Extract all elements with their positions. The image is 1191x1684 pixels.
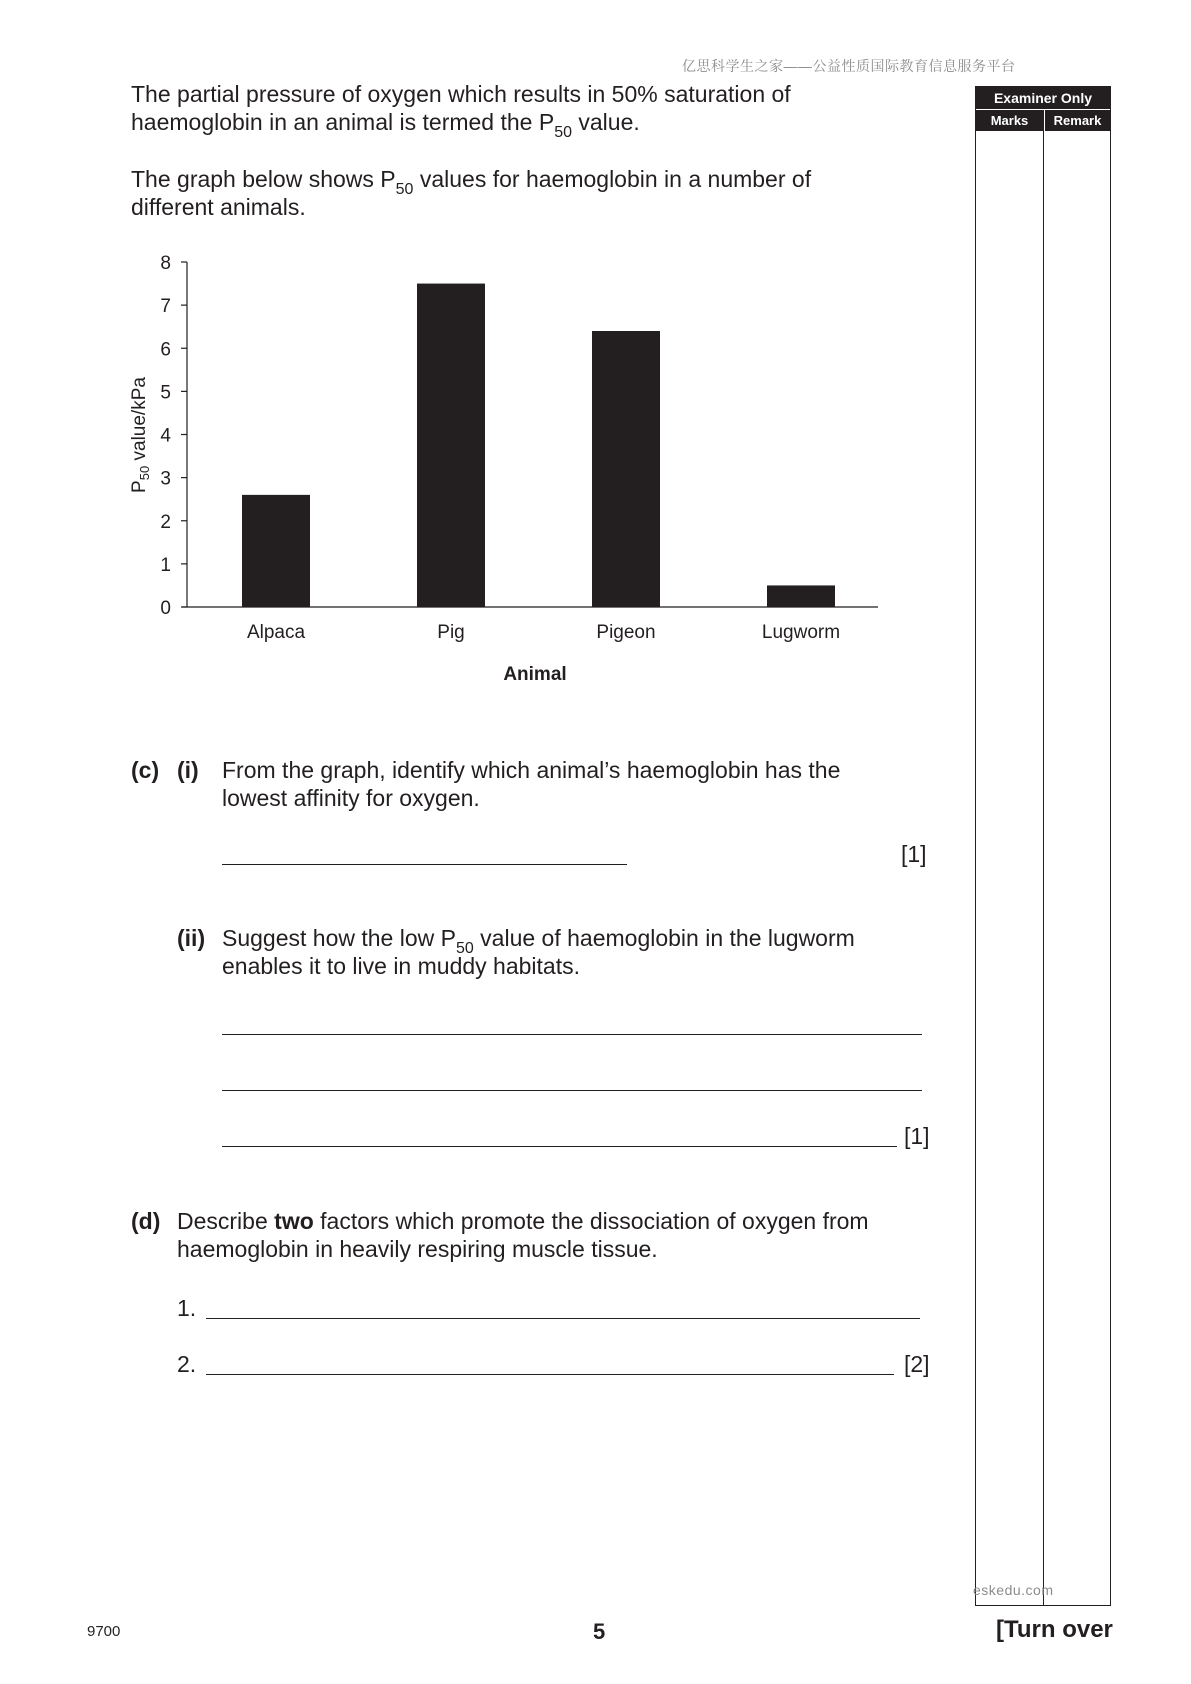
y-tick-label: 4 (160, 425, 171, 447)
examiner-column (975, 86, 1111, 1606)
answer-line-c-i[interactable] (222, 864, 627, 865)
y-axis-label: $P_{50}$ value/kPa (129, 377, 152, 493)
marks-heading: Marks (976, 110, 1043, 131)
y-tick-label: 5 (160, 382, 171, 404)
y-tick-label: 8 (160, 253, 171, 274)
intro-line-3: The graph below shows $P_{50}$ values for haemoglobin in a number of (131, 166, 812, 198)
intro-line-2: haemoglobin in an animal is termed the $P_{50}$ value. (131, 109, 640, 141)
y-tick-label: 2 (160, 511, 171, 533)
y-tick-label: 3 (160, 468, 171, 490)
question-c-label: (c) (131, 757, 160, 783)
x-tick-label-pigeon: Pigeon (596, 622, 656, 643)
answer-line-c-ii-2[interactable] (222, 1090, 922, 1091)
intro-line-1: The partial pressure of oxygen which results in 50% saturation of (131, 81, 791, 107)
question-d-line-1: Describe two factors which promote the dissociation of oxygen from (177, 1208, 869, 1234)
question-c-i-label: (i) (177, 757, 199, 783)
x-tick-label-lugworm: Lugworm (761, 622, 841, 643)
y-tick-label: 6 (160, 339, 171, 361)
y-tick-label: 0 (160, 598, 171, 619)
answer-line-d-1[interactable] (206, 1318, 920, 1319)
paper-code: 9700 (87, 1623, 121, 1640)
x-tick-label-alpaca: Alpaca (246, 622, 306, 643)
question-c-i-line-1: From the graph, identify which animal’s haemoglobin has the (222, 757, 841, 783)
mark-c-ii: [1] (904, 1123, 930, 1149)
p50-bar-chart (0, 240, 900, 690)
answer-line-c-ii-3[interactable] (222, 1146, 897, 1147)
x-tick-label-pig: Pig (437, 622, 465, 643)
mark-c-i: [1] (901, 841, 927, 867)
examiner-only-heading: Examiner Only (976, 87, 1110, 109)
page-number: 5 (593, 1619, 606, 1644)
question-c-ii-line-2: enables it to live in muddy habitats. (222, 953, 580, 979)
y-tick-label: 1 (160, 554, 171, 576)
mark-d: [2] (904, 1351, 930, 1377)
intro-line-4: different animals. (131, 194, 306, 220)
bar-pigeon (592, 331, 660, 607)
site-watermark: eskedu.com (973, 1582, 1054, 1598)
question-d-line-2: haemoglobin in heavily respiring muscle tissue. (177, 1236, 658, 1262)
question-c-ii-line-1: Suggest how the low $P_{50}$ value of haemoglobin in the lugworm (222, 925, 855, 957)
question-c-ii-label: (ii) (177, 925, 206, 951)
answer-line-c-ii-1[interactable] (222, 1034, 922, 1035)
y-tick-label: 7 (160, 296, 171, 318)
bar-lugworm (767, 585, 835, 607)
x-axis-label: Animal (503, 664, 567, 685)
answer-d-number-2: 2. (177, 1351, 197, 1377)
bar-pig (417, 284, 485, 607)
question-c-i-line-2: lowest affinity for oxygen. (222, 785, 480, 811)
question-d-label: (d) (131, 1208, 161, 1234)
answer-line-d-2[interactable] (206, 1374, 894, 1375)
header-watermark: 亿思科学生之家——公益性质国际教育信息服务平台 (682, 58, 1016, 74)
answer-d-number-1: 1. (177, 1295, 197, 1321)
remark-heading: Remark (1045, 110, 1110, 131)
bar-alpaca (242, 495, 310, 607)
turn-over-label: [Turn over (996, 1616, 1113, 1643)
examiner-divider (1043, 110, 1044, 1605)
